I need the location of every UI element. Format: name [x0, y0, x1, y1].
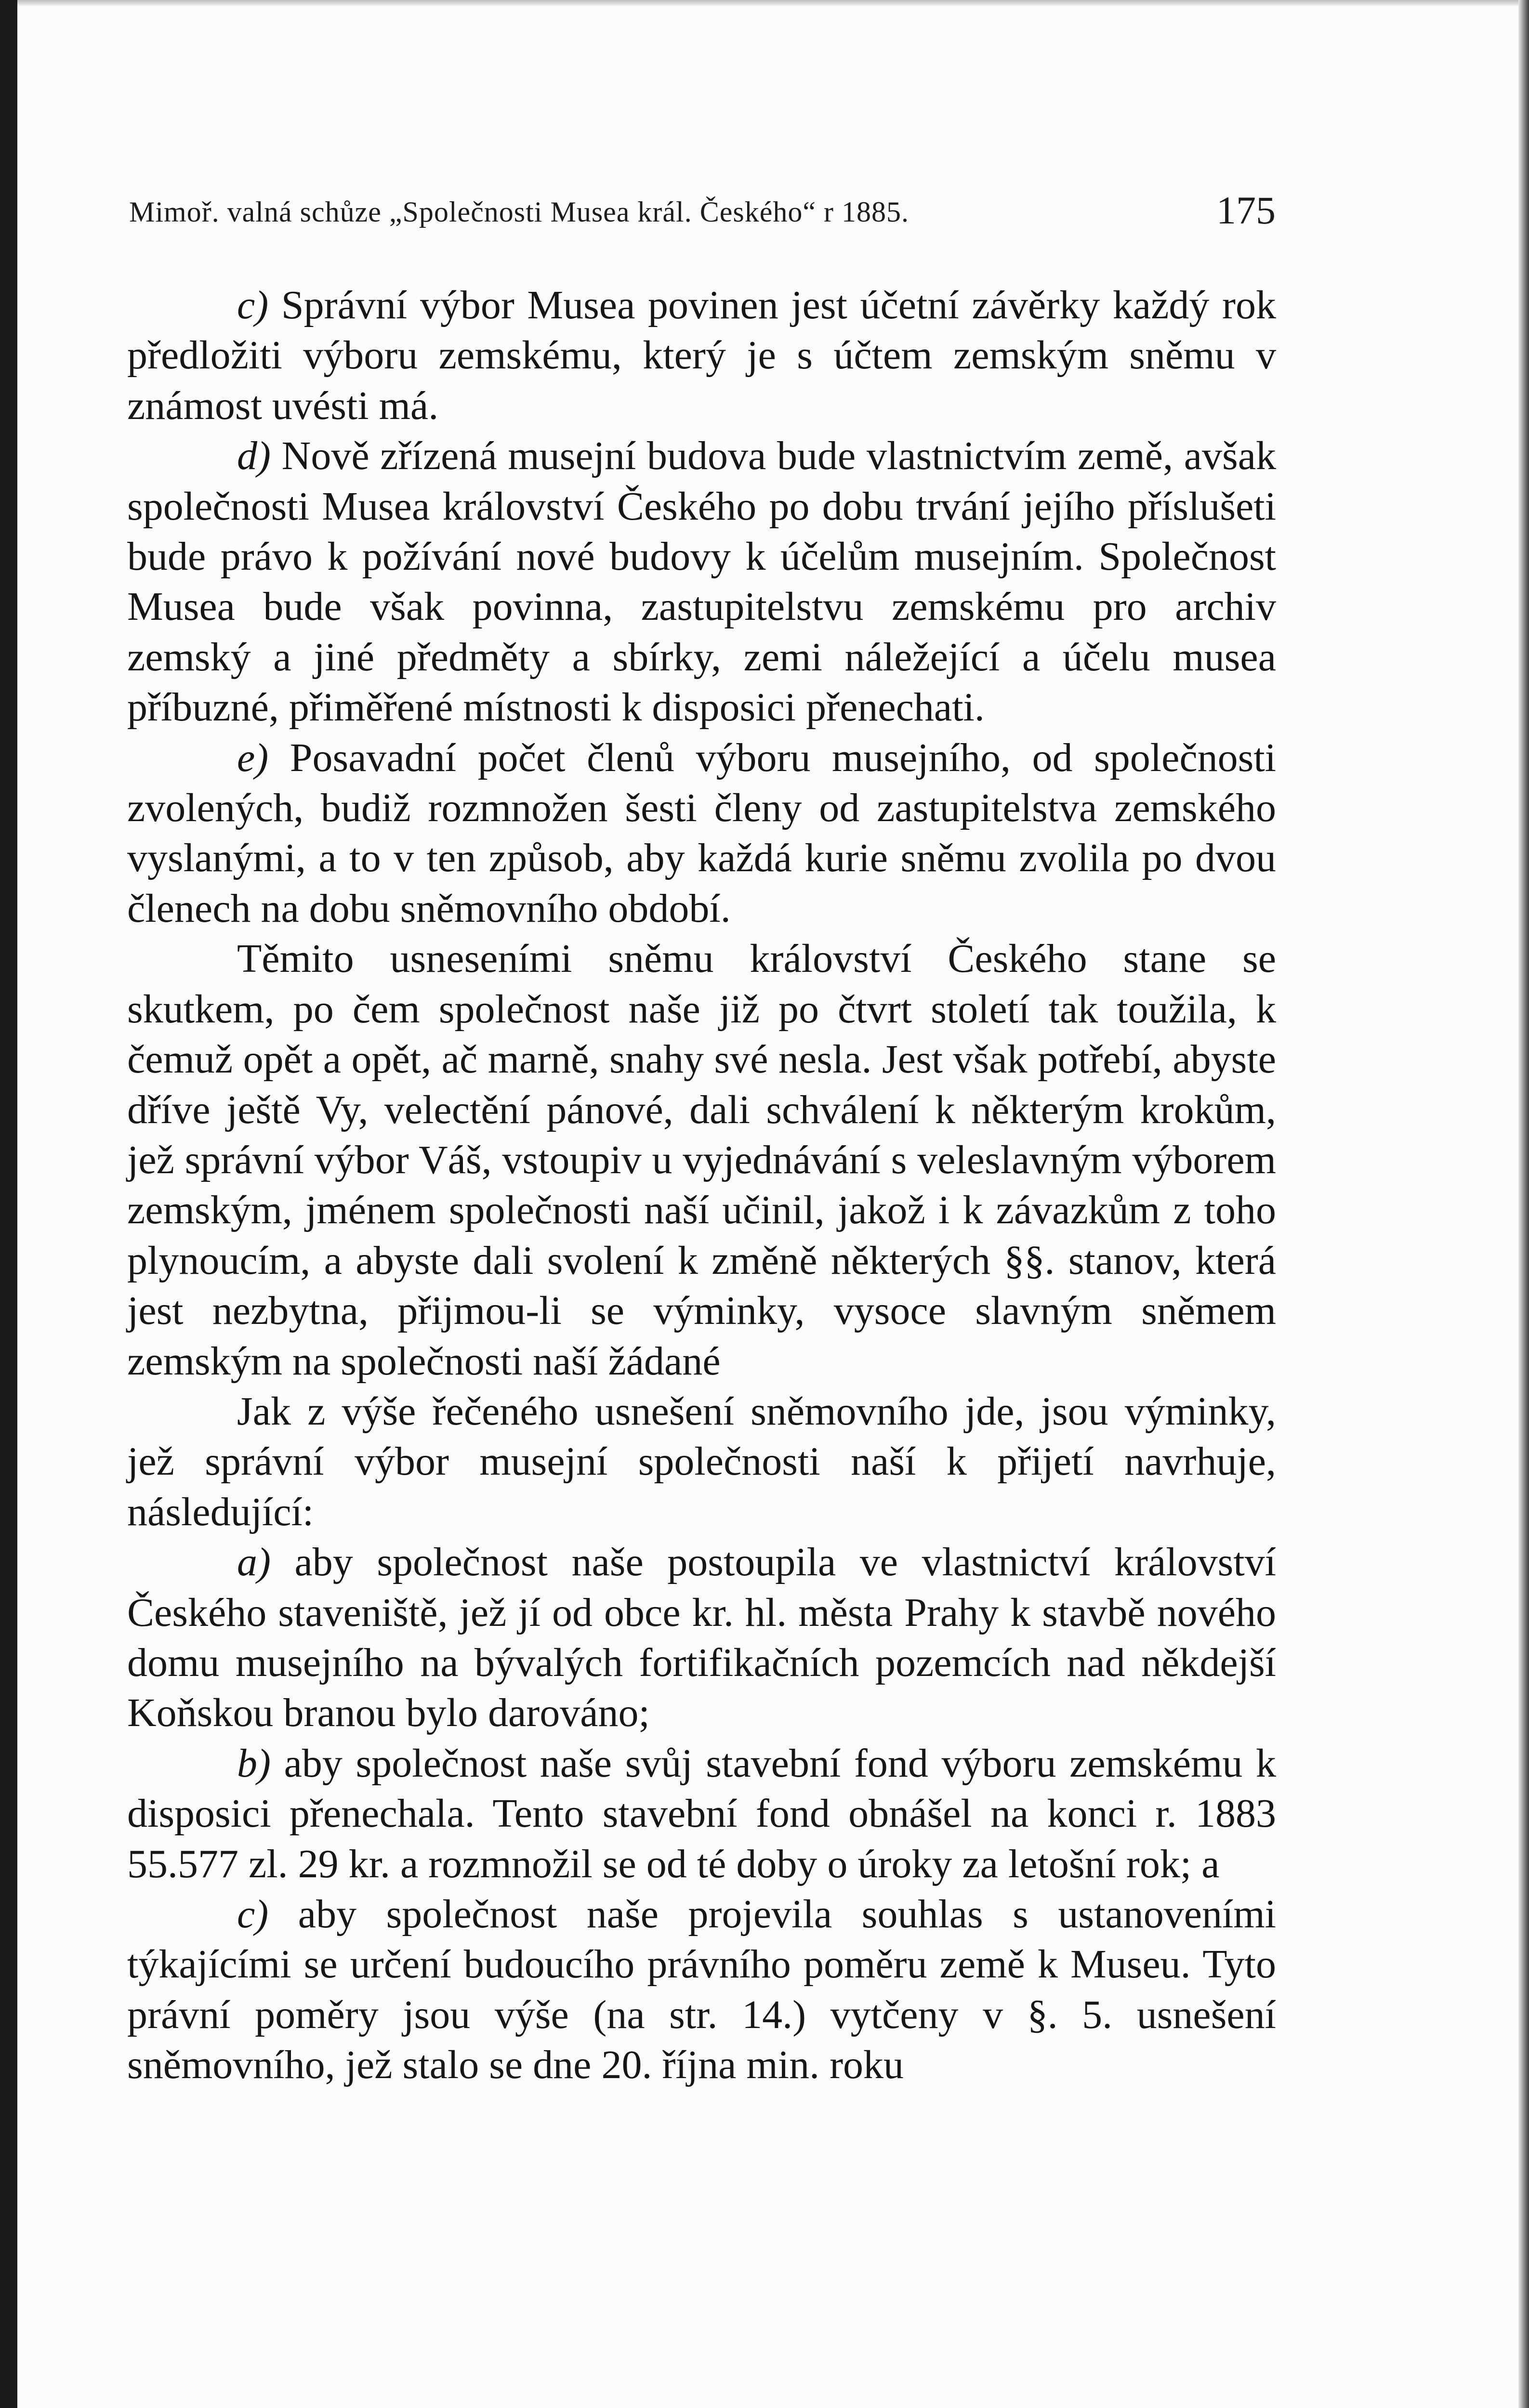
- paragraph-text: aby společnost naše postoupila ve vlastnictví království Českého staveniště, jež jí od obce kr. hl. města Prahy k stavbě nového domu musejního na bývalých fortifikačních pozemcích nad někdejší Koňskou branou bylo darováno;: [127, 1540, 1276, 1736]
- running-head: Mimoř. valná schůze „Společnosti Musea král. Českého“ r 1885.: [129, 196, 909, 228]
- paragraph-text: Posavadní počet členů výboru musejního, od společnosti zvolených, budiž rozmnožen šesti členy od zastupitelstva zemského vyslanými, a to v ten způsob, aby každá kurie sněmu zvolila po dvou členech na dobu sněmovního období.: [127, 735, 1276, 931]
- page-header: [129, 186, 1276, 244]
- paragraph-condition-c: [127, 1889, 1276, 2091]
- paragraph-d: [127, 431, 1276, 733]
- page-right-edge: [1518, 0, 1529, 2408]
- paragraph-text: Těmito usneseními sněmu království Českého stane se skutkem, po čem společnost naše již po čtvrt století tak toužila, k čemuž opět a opět, ač marně, snahy své nesla. Jest však potřebí, abyste dříve ještě Vy, velectění pánové, dali schválení k některým krokům, jež správní výbor Váš, vstoupiv u vyjednávání s veleslavným výborem zemským, jménem společnosti naší učinil, jakož i k závazkům z toho plynoucím, a abyste dali svolení k změně některých §§. stanov, která jest nezbytna, přijmou-li se výminky, vysoce slavným sněmem zemským na společnosti naší žádané: [127, 936, 1276, 1384]
- paragraph-marker: c): [237, 283, 269, 327]
- paragraph-marker: a): [237, 1540, 271, 1585]
- paragraph-text: Nově zřízená musejní budova bude vlastnictvím země, avšak společnosti Musea království Českého po dobu trvání jejího příslušeti bude právo k požívání nové budovy k účelům musejním. Společnost Musea bude však povinna, zastupitelstvu zemskému pro archiv zemský a jiné předměty a sbírky, zemi náležející a účelu musea příbuzné, přiměřené místnosti k disposici přenechati.: [127, 433, 1276, 730]
- paragraph-marker: e): [237, 735, 269, 780]
- paragraph-resolutions: [127, 934, 1276, 1387]
- paragraph-text: Jak z výše řečeného usnešení sněmovního jde, jsou výminky, jež správní výbor musejní společnosti naší k přijetí navrhuje, následující:: [127, 1388, 1276, 1534]
- paragraph-condition-b: [127, 1739, 1276, 1889]
- paragraph-conditions-intro: [127, 1387, 1276, 1537]
- page-number: 175: [1216, 188, 1276, 232]
- paragraph-text: aby společnost naše svůj stavební fond výboru zemskému k disposici přenechala. Tento stavební fond obnášel na konci r. 1883 55.577 zl. 29 kr. a rozmnožil se od té doby o úroky za letošní rok; a: [127, 1741, 1277, 1886]
- paragraph-c: [127, 280, 1276, 431]
- paragraph-e: [127, 733, 1276, 934]
- paragraph-marker: b): [237, 1741, 271, 1786]
- body-text: [127, 280, 1276, 2091]
- paragraph-marker: d): [237, 433, 271, 479]
- paragraph-text: Správní výbor Musea povinen jest účetní závěrky každý rok předložiti výboru zemskému, který je s účtem zemským sněmu v známost uvésti má.: [127, 283, 1276, 428]
- paragraph-text: aby společnost naše projevila souhlas s ustanoveními týkajícími se určení budoucího právního poměru země k Museu. Tyto právní poměry jsou výše (na str. 14.) vytčeny v §. 5. usnešení sněmovního, jež stalo se dne 20. října min. roku: [127, 1892, 1276, 2088]
- paragraph-condition-a: [127, 1537, 1276, 1739]
- paragraph-marker: c): [237, 1892, 269, 1937]
- page-left-edge: [0, 0, 17, 2408]
- page-top-edge: [0, 0, 1529, 7]
